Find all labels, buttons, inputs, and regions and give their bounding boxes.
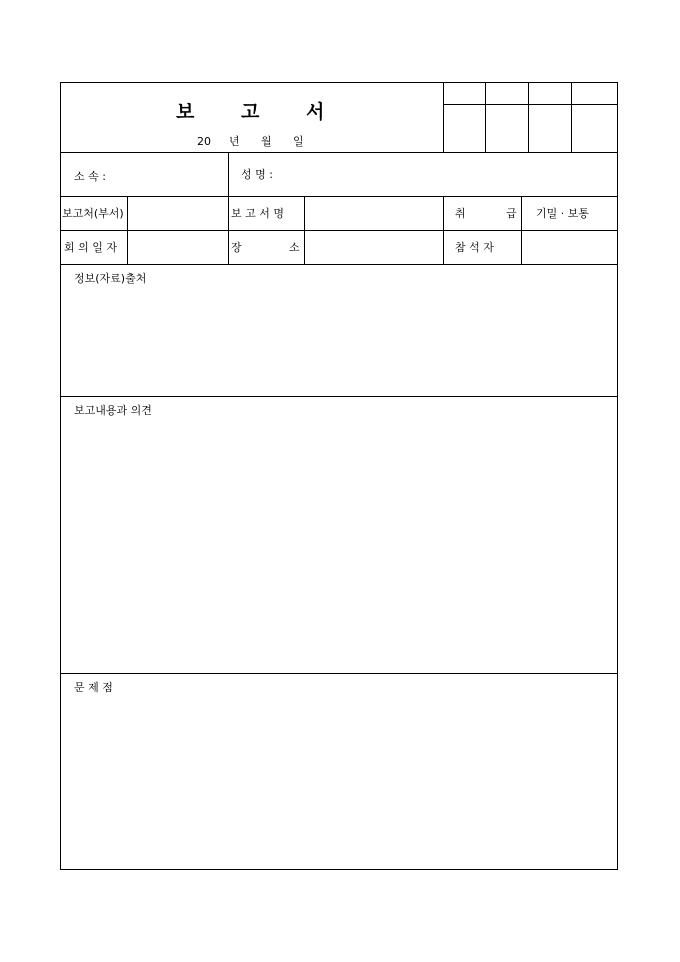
affiliation-label: 소 속 : bbox=[74, 170, 106, 183]
col-line-label-3 bbox=[443, 196, 444, 265]
attendees-label: 참 석 자 bbox=[455, 241, 494, 254]
place-label-2: 소 bbox=[289, 241, 300, 254]
approval-box-4[interactable] bbox=[572, 105, 617, 152]
title-char-3: 서 bbox=[306, 101, 325, 123]
meeting-date-field[interactable] bbox=[128, 231, 228, 264]
row-line-6 bbox=[60, 673, 618, 674]
approval-box-1[interactable] bbox=[444, 105, 485, 152]
meeting-date-label: 회 의 일 자 bbox=[64, 241, 117, 254]
handling-label-1: 취 bbox=[455, 207, 466, 220]
frame-right bbox=[617, 82, 618, 870]
approval-box-3[interactable] bbox=[529, 105, 571, 152]
frame-top bbox=[60, 82, 618, 83]
row-line-5 bbox=[60, 396, 618, 397]
content-section-field[interactable] bbox=[61, 420, 617, 673]
report-to-field[interactable] bbox=[128, 197, 228, 230]
date-prefix: 20 bbox=[197, 135, 211, 148]
report-to-label: 보고처(부서) bbox=[62, 207, 124, 220]
source-section-label: 정보(자료)출처 bbox=[74, 272, 147, 285]
handling-label-2: 급 bbox=[506, 207, 517, 220]
row-line-4 bbox=[60, 264, 618, 265]
issues-section-field[interactable] bbox=[61, 697, 617, 869]
issues-section-label: 문 제 점 bbox=[74, 681, 113, 694]
affiliation-field[interactable] bbox=[130, 153, 228, 196]
report-title-label: 보 고 서 명 bbox=[231, 207, 284, 220]
source-section-field[interactable] bbox=[61, 288, 617, 396]
name-label: 성 명 : bbox=[241, 168, 273, 181]
approval-box-2[interactable] bbox=[486, 105, 528, 152]
content-section-label: 보고내용과 의견 bbox=[74, 404, 152, 417]
name-field[interactable] bbox=[300, 153, 617, 196]
attendees-field[interactable] bbox=[522, 231, 617, 264]
frame-bottom bbox=[60, 869, 618, 870]
handling-value[interactable]: 기밀 · 보통 bbox=[536, 207, 589, 220]
report-title-field[interactable] bbox=[305, 197, 443, 230]
date-year: 년 bbox=[229, 135, 240, 148]
title-char-2: 고 bbox=[241, 101, 260, 123]
date-day: 일 bbox=[293, 135, 304, 148]
col-line-mid bbox=[228, 152, 229, 265]
title-char-1: 보 bbox=[176, 101, 195, 123]
place-field[interactable] bbox=[305, 231, 443, 264]
date-month: 월 bbox=[261, 135, 272, 148]
place-label-1: 장 bbox=[231, 241, 242, 254]
